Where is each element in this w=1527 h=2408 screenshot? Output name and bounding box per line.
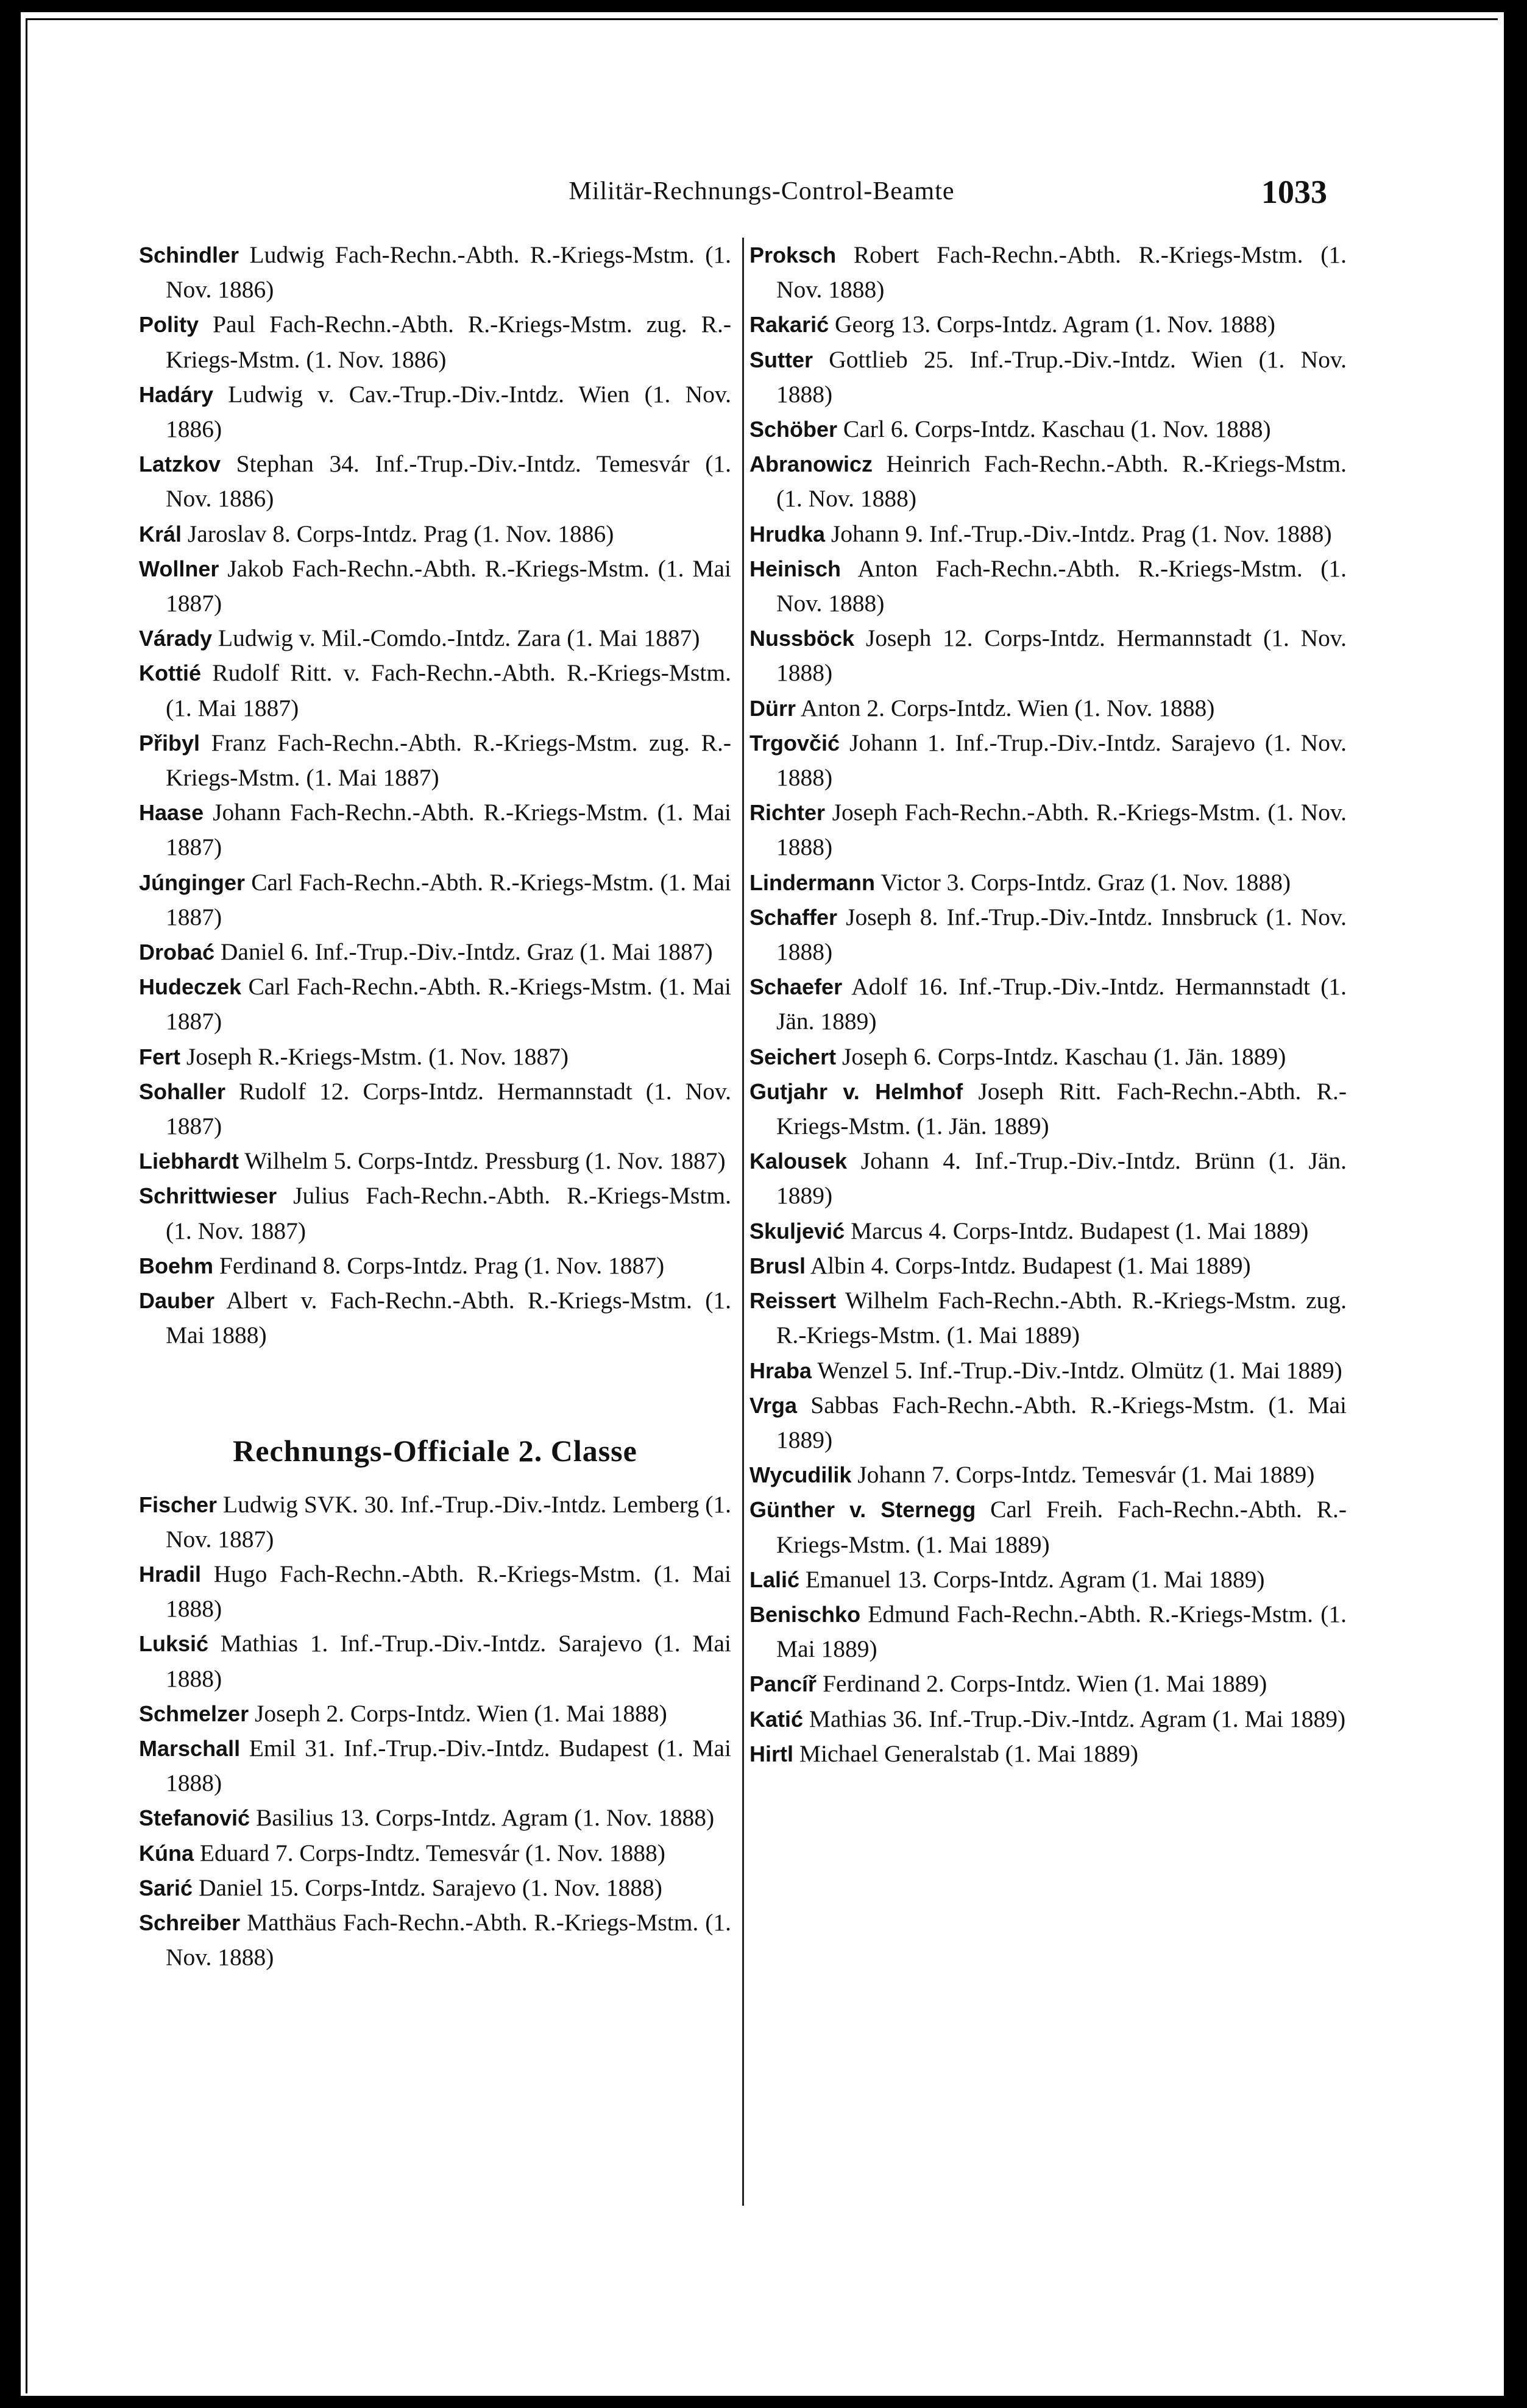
entry-surname: Dürr xyxy=(749,695,796,721)
entry-surname: Vrga xyxy=(749,1392,798,1418)
list-item xyxy=(139,1074,731,1144)
entry-details: Joseph 6. Corps-Intdz. Kaschau (1. Jän. 1889) xyxy=(841,1043,1286,1070)
entry-surname: Nussböck xyxy=(749,626,855,651)
list-item xyxy=(139,1871,731,1905)
list-item xyxy=(749,307,1347,342)
entry-details: Emanuel 13. Corps-Intdz. Agram (1. Mai 1889) xyxy=(805,1565,1265,1593)
entry-details: Joseph Fach-Rechn.-Abth. R.-Kriegs-Mstm. (1. Nov. 1888) xyxy=(776,799,1347,861)
entry-surname: Schindler xyxy=(139,243,239,267)
list-item xyxy=(749,447,1347,516)
entry-details: Jaroslav 8. Corps-Intdz. Prag (1. Nov. 1886) xyxy=(187,520,614,547)
list-item xyxy=(749,551,1347,621)
list-item xyxy=(749,238,1347,307)
scan-border-left xyxy=(0,0,21,2408)
entry-surname: Marschall xyxy=(139,1735,241,1761)
entry-details: Johann 4. Inf.-Trup.-Div.-Intdz. Brünn (1. Jän. 1889) xyxy=(776,1147,1347,1209)
entry-details: Stephan 34. Inf.-Trup.-Div.-Intdz. Temesvár (1. Nov. 1886) xyxy=(166,450,732,512)
entry-details: Marcus 4. Corps-Intdz. Budapest (1. Mai 1889) xyxy=(850,1217,1309,1244)
entry-surname: Fert xyxy=(139,1044,181,1069)
entry-surname: Heinisch xyxy=(749,556,841,581)
entry-surname: Kottié xyxy=(139,660,201,686)
entry-surname: Sohaller xyxy=(139,1078,226,1104)
entry-surname: Schrittwieser xyxy=(139,1183,277,1209)
list-item xyxy=(749,1353,1347,1388)
entry-details: Johann Fach-Rechn.-Abth. R.-Kriegs-Mstm. (1. Mai 1887) xyxy=(166,799,732,861)
entry-details: Paul Fach-Rechn.-Abth. R.-Kriegs-Mstm. zug. R.-Kriegs-Mstm. (1. Nov. 1886) xyxy=(166,311,731,373)
entry-details: Emil 31. Inf.-Trup.-Div.-Intdz. Budapest (1. Mai 1888) xyxy=(166,1734,731,1797)
right-column xyxy=(749,238,1347,1771)
list-item xyxy=(139,1731,731,1801)
list-item xyxy=(139,377,731,447)
entry-surname: Hudeczek xyxy=(139,974,242,1000)
entry-surname: Lindermann xyxy=(749,869,876,895)
entry-surname: Schreiber xyxy=(139,1910,241,1935)
entry-surname: Hraba xyxy=(749,1358,812,1383)
list-item xyxy=(749,969,1347,1039)
list-item xyxy=(749,1214,1347,1248)
entry-details: Mathias 36. Inf.-Trup.-Div.-Intdz. Agram (1. Mai 1889) xyxy=(809,1705,1346,1732)
entry-surname: Hradil xyxy=(139,1561,202,1587)
list-item xyxy=(749,1144,1347,1213)
section-heading: Rechnungs-Officiale 2. Classe xyxy=(233,1433,637,1468)
entry-surname: Haase xyxy=(139,800,204,826)
entry-surname: Polity xyxy=(139,312,199,338)
left-entry-list xyxy=(139,238,731,1353)
list-item xyxy=(139,935,731,969)
entry-details: Joseph R.-Kriegs-Mstm. (1. Nov. 1887) xyxy=(186,1043,569,1070)
entry-surname: Boehm xyxy=(139,1253,214,1278)
entry-details: Albin 4. Corps-Intdz. Budapest (1. Mai 1889) xyxy=(810,1252,1251,1279)
list-item xyxy=(749,1457,1347,1492)
entry-surname: Přibyl xyxy=(139,730,200,756)
entry-details: Johann 1. Inf.-Trup.-Div.-Intdz. Sarajevo (1. Nov. 1888) xyxy=(776,729,1347,791)
column-divider xyxy=(742,238,744,2206)
entry-surname: Júnginger xyxy=(139,869,246,895)
entry-details: Franz Fach-Rechn.-Abth. R.-Kriegs-Mstm. zug. R.-Kriegs-Mstm. (1. Mai 1887) xyxy=(166,729,732,791)
entry-surname: Latzkov xyxy=(139,452,221,477)
list-item xyxy=(139,1696,731,1731)
entry-details: Jakob Fach-Rechn.-Abth. R.-Kriegs-Mstm. (1. Mai 1887) xyxy=(166,554,731,617)
list-item xyxy=(749,1702,1347,1737)
entry-details: Wilhelm Fach-Rechn.-Abth. R.-Kriegs-Mstm. zug. R.-Kriegs-Mstm. (1. Mai 1889) xyxy=(776,1287,1347,1349)
list-item xyxy=(749,1492,1347,1562)
entry-details: Joseph 8. Inf.-Trup.-Div.-Intdz. Innsbruck (1. Nov. 1888) xyxy=(776,903,1347,966)
entry-details: Robert Fach-Rechn.-Abth. R.-Kriegs-Mstm. (1. Nov. 1888) xyxy=(776,241,1347,303)
list-item xyxy=(139,238,731,307)
entry-surname: Katić xyxy=(749,1706,804,1732)
list-item xyxy=(139,1836,731,1871)
entry-surname: Liebhardt xyxy=(139,1149,239,1174)
entry-surname: Schmelzer xyxy=(139,1701,249,1726)
scan-border-right xyxy=(1504,0,1527,2408)
list-item xyxy=(139,656,731,725)
entry-surname: Pancíř xyxy=(749,1671,817,1697)
list-item xyxy=(139,1039,731,1074)
list-item xyxy=(749,1283,1347,1353)
list-item xyxy=(139,969,731,1039)
entry-details: Daniel 6. Inf.-Trup.-Div.-Intdz. Graz (1. Mai 1887) xyxy=(220,938,713,966)
entry-details: Heinrich Fach-Rechn.-Abth. R.-Kriegs-Mstm. (1. Nov. 1888) xyxy=(776,450,1347,512)
entry-surname: Richter xyxy=(749,800,826,826)
list-item xyxy=(749,1562,1347,1597)
entry-details: Ferdinand 2. Corps-Intdz. Wien (1. Mai 1889) xyxy=(822,1670,1267,1698)
entry-surname: Fischer xyxy=(139,1492,218,1517)
list-item xyxy=(749,1737,1347,1771)
list-item xyxy=(749,1248,1347,1283)
entry-surname: Várady xyxy=(139,626,213,651)
entry-details: Joseph 2. Corps-Intdz. Wien (1. Mai 1888) xyxy=(254,1699,667,1727)
entry-surname: Rakarić xyxy=(749,312,829,338)
list-item xyxy=(749,342,1347,412)
entry-details: Hugo Fach-Rechn.-Abth. R.-Kriegs-Mstm. (1. Mai 1888) xyxy=(166,1560,731,1623)
entry-surname: Wollner xyxy=(139,556,219,581)
left-column xyxy=(139,238,731,1975)
entry-details: Victor 3. Corps-Intdz. Graz (1. Nov. 1888) xyxy=(880,868,1291,896)
list-item xyxy=(139,1144,731,1178)
entry-details: Gottlieb 25. Inf.-Trup.-Div.-Intdz. Wien (1. Nov. 1888) xyxy=(776,345,1347,408)
list-item xyxy=(749,726,1347,795)
entry-surname: Drobać xyxy=(139,940,215,965)
list-item xyxy=(139,1801,731,1835)
entry-surname: Seichert xyxy=(749,1044,837,1069)
entry-details: Michael Generalstab (1. Mai 1889) xyxy=(799,1740,1138,1767)
entry-surname: Abranowicz xyxy=(749,452,873,477)
list-item xyxy=(139,447,731,516)
entry-details: Carl Fach-Rechn.-Abth. R.-Kriegs-Mstm. (1. Mai 1887) xyxy=(166,973,731,1035)
list-item xyxy=(749,1074,1347,1144)
entry-surname: Sarić xyxy=(139,1875,193,1900)
list-item xyxy=(139,1557,731,1626)
section-spacer xyxy=(139,1353,731,1426)
list-item xyxy=(139,551,731,621)
entry-details: Wilhelm 5. Corps-Intdz. Pressburg (1. Nov. 1887) xyxy=(244,1147,726,1175)
entry-details: Wenzel 5. Inf.-Trup.-Div.-Intdz. Olmütz (1. Mai 1889) xyxy=(817,1356,1342,1384)
scan-border-top xyxy=(0,0,1527,12)
entry-surname: Hirtl xyxy=(749,1741,793,1766)
entry-details: Eduard 7. Corps-Indtz. Temesvár (1. Nov. 1888) xyxy=(199,1839,665,1866)
entry-surname: Luksić xyxy=(139,1631,209,1657)
entry-surname: Stefanović xyxy=(139,1805,250,1831)
entry-surname: Lalić xyxy=(749,1567,800,1592)
list-item xyxy=(749,1388,1347,1457)
entry-surname: Schöber xyxy=(749,417,838,442)
entry-details: Ludwig v. Cav.-Trup.-Div.-Intdz. Wien (1. Nov. 1886) xyxy=(166,380,732,443)
page-number: 1033 xyxy=(1261,174,1327,210)
entry-details: Carl 6. Corps-Intdz. Kaschau (1. Nov. 1888) xyxy=(843,416,1271,443)
list-item xyxy=(139,726,731,795)
list-item xyxy=(749,900,1347,969)
entry-details: Mathias 1. Inf.-Trup.-Div.-Intdz. Sarajevo (1. Mai 1888) xyxy=(166,1630,731,1692)
entry-details: Albert v. Fach-Rechn.-Abth. R.-Kriegs-Mstm. (1. Mai 1888) xyxy=(166,1287,731,1349)
entry-details: Basilius 13. Corps-Intdz. Agram (1. Nov. 1888) xyxy=(255,1804,715,1832)
entry-surname: Hadáry xyxy=(139,381,214,407)
list-item xyxy=(139,1248,731,1283)
list-item xyxy=(749,795,1347,865)
list-item xyxy=(749,412,1347,447)
scan-border-bottom xyxy=(0,2396,1527,2408)
entry-details: Carl Freih. Fach-Rechn.-Abth. R.-Kriegs-Mstm. (1. Mai 1889) xyxy=(776,1496,1347,1558)
section-entry-list xyxy=(139,1487,731,1975)
list-item xyxy=(139,307,731,377)
entry-details: Julius Fach-Rechn.-Abth. R.-Kriegs-Mstm. (1. Nov. 1887) xyxy=(166,1182,731,1244)
list-item xyxy=(139,795,731,865)
entry-surname: Král xyxy=(139,521,182,547)
entry-details: Ferdinand 8. Corps-Intdz. Prag (1. Nov. 1887) xyxy=(219,1252,665,1279)
list-item xyxy=(139,1283,731,1353)
entry-details: Joseph 12. Corps-Intdz. Hermannstadt (1. Nov. 1888) xyxy=(776,625,1347,687)
entry-details: Ludwig Fach-Rechn.-Abth. R.-Kriegs-Mstm. (1. Nov. 1886) xyxy=(166,241,732,303)
entry-surname: Kalousek xyxy=(749,1149,848,1174)
entry-details: Anton Fach-Rechn.-Abth. R.-Kriegs-Mstm. (1. Nov. 1888) xyxy=(776,554,1347,617)
entry-surname: Kúna xyxy=(139,1840,194,1866)
entry-details: Ludwig SVK. 30. Inf.-Trup.-Div.-Intdz. Lemberg (1. Nov. 1887) xyxy=(166,1490,731,1553)
list-item xyxy=(749,691,1347,726)
entry-details: Adolf 16. Inf.-Trup.-Div.-Intdz. Hermannstadt (1. Jän. 1889) xyxy=(776,973,1347,1035)
list-item xyxy=(139,621,731,656)
entry-details: Rudolf Ritt. v. Fach-Rechn.-Abth. R.-Kriegs-Mstm. (1. Mai 1887) xyxy=(166,659,731,721)
list-item xyxy=(139,517,731,551)
list-item xyxy=(139,1178,731,1248)
entry-details: Joseph Ritt. Fach-Rechn.-Abth. R.-Kriegs-Mstm. (1. Jän. 1889) xyxy=(776,1077,1347,1140)
right-entry-list xyxy=(749,238,1347,1771)
entry-details: Georg 13. Corps-Intdz. Agram (1. Nov. 1888) xyxy=(834,311,1275,338)
entry-details: Daniel 15. Corps-Intdz. Sarajevo (1. Nov. 1888) xyxy=(198,1874,662,1901)
entry-surname: Brusl xyxy=(749,1253,806,1278)
list-item xyxy=(139,1626,731,1696)
list-item xyxy=(749,1597,1347,1666)
entry-surname: Gutjahr v. Helmhof xyxy=(749,1078,963,1104)
entry-surname: Dauber xyxy=(139,1288,215,1314)
list-item xyxy=(749,1666,1347,1701)
entry-details: Johann 9. Inf.-Trup.-Div.-Intdz. Prag (1. Nov. 1888) xyxy=(831,520,1332,547)
entry-details: Sabbas Fach-Rechn.-Abth. R.-Kriegs-Mstm. (1. Mai 1889) xyxy=(776,1391,1347,1453)
entry-details: Anton 2. Corps-Intdz. Wien (1. Nov. 1888) xyxy=(800,694,1215,721)
entry-surname: Reissert xyxy=(749,1288,837,1314)
list-item xyxy=(749,1039,1347,1074)
entry-surname: Günther v. Sternegg xyxy=(749,1497,976,1523)
list-item xyxy=(139,1487,731,1557)
list-item xyxy=(749,865,1347,900)
running-header: Militär-Rechnungs-Control-Beamte xyxy=(569,177,955,205)
entry-details: Carl Fach-Rechn.-Abth. R.-Kriegs-Mstm. (1. Mai 1887) xyxy=(166,868,731,930)
entry-surname: Wycudilik xyxy=(749,1462,852,1488)
entry-surname: Proksch xyxy=(749,243,837,267)
entry-surname: Benischko xyxy=(749,1601,861,1627)
entry-surname: Schaffer xyxy=(749,904,838,930)
entry-details: Johann 7. Corps-Intdz. Temesvár (1. Mai 1889) xyxy=(857,1461,1315,1489)
list-item xyxy=(139,1905,731,1975)
entry-surname: Schaefer xyxy=(749,974,843,1000)
entry-details: Edmund Fach-Rechn.-Abth. R.-Kriegs-Mstm. (1. Mai 1889) xyxy=(776,1600,1347,1663)
list-item xyxy=(749,517,1347,551)
entry-details: Rudolf 12. Corps-Intdz. Hermannstadt (1. Nov. 1887) xyxy=(166,1077,731,1140)
list-item xyxy=(749,621,1347,690)
entry-surname: Sutter xyxy=(749,347,813,372)
entry-details: Ludwig v. Mil.-Comdo.-Intdz. Zara (1. Mai 1887) xyxy=(218,625,700,652)
entry-surname: Hrudka xyxy=(749,521,826,547)
entry-surname: Skuljević xyxy=(749,1218,845,1244)
list-item xyxy=(139,865,731,935)
entry-surname: Trgovčić xyxy=(749,730,840,756)
entry-details: Matthäus Fach-Rechn.-Abth. R.-Kriegs-Mstm. (1. Nov. 1888) xyxy=(166,1908,731,1971)
